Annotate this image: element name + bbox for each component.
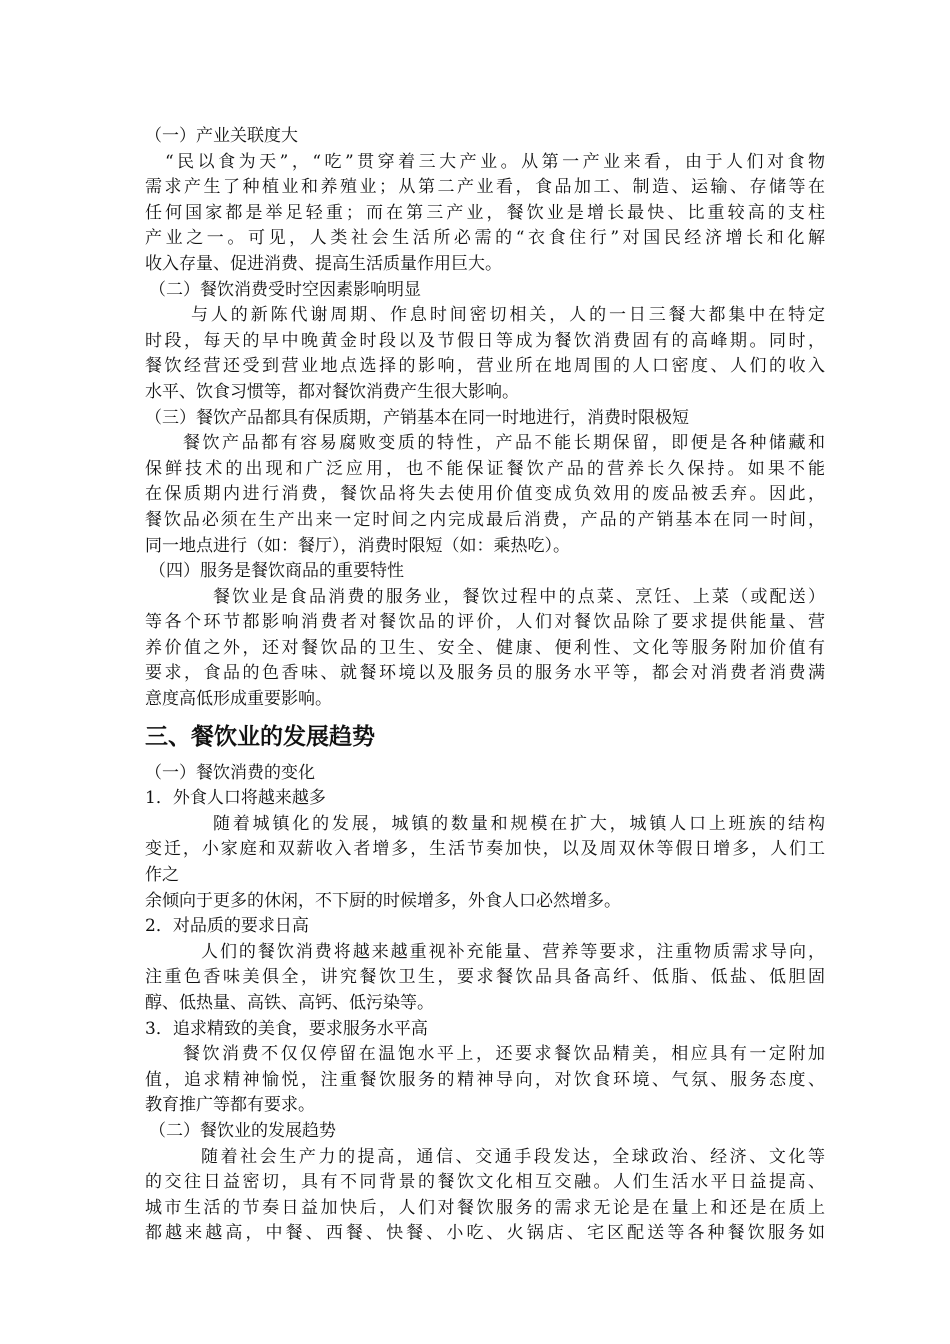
text-line: 与人的新陈代谢周期、作息时间密切相关，人的一日三餐大都集中在特定 — [191, 305, 825, 326]
text-line: 餐饮业是食品消费的服务业，餐饮过程中的点菜、烹饪、上菜（或配送） — [213, 586, 825, 607]
text-line: 3．追求精致的美食，要求服务水平高 — [145, 1018, 428, 1039]
text-line: 意度高低形成重要影响。 — [145, 689, 332, 710]
text-line: 餐饮品必须在生产出来一定时间之内完成最后消费，产品的产销基本在同一时间， — [145, 509, 825, 530]
text-line: 要求，食品的色香味、就餐环境以及服务员的服务水平等，都会对消费者消费满 — [145, 663, 825, 684]
text-line: 教育推广等都有要求。 — [145, 1095, 315, 1116]
text-line: “民以食为天”，“吃”贯穿着三大产业。从第一产业来看，由于人们对食物 — [165, 151, 825, 172]
text-line: 需求产生了种植业和养殖业；从第二产业看，食品加工、制造、运输、存储等在 — [145, 177, 825, 198]
text-line: 变迁，小家庭和双薪收入者增多，生活节奏加快，以及周双休等假日增多，人们工 — [145, 839, 825, 860]
text-line: 随着社会生产力的提高，通信、交通手段发达，全球政治、经济、文化等 — [201, 1146, 825, 1167]
text-line: （二）餐饮业的发展趋势 — [149, 1120, 336, 1141]
text-line: 都越来越高，中餐、西餐、快餐、小吃、火锅店、宅区配送等各种餐饮服务如 — [145, 1223, 825, 1244]
text-line: 收入存量、促进消费、提高生活质量作用巨大。 — [145, 253, 502, 274]
text-line: 餐饮经营还受到营业地点选择的影响，营业所在地周围的人口密度、人们的收入 — [145, 356, 825, 377]
text-line: （二）餐饮消费受时空因素影响明显 — [149, 279, 421, 300]
text-line: 注重色香味美俱全，讲究餐饮卫生，要求餐饮品具备高纤、低脂、低盐、低胆固 — [145, 967, 825, 988]
text-line: 等各个环节都影响消费者对餐饮品的评价，人们对餐饮品除了要求提供能量、营 — [145, 612, 825, 633]
text-line: 余倾向于更多的休闲，不下厨的时候增多，外食人口必然增多。 — [145, 890, 621, 911]
text-line: （三）餐饮产品都具有保质期，产销基本在同一时地进行，消费时限极短 — [145, 407, 689, 428]
text-line: 同一地点进行（如：餐厅），消费时限短（如：乘热吃）。 — [145, 535, 570, 556]
text-line: 的交往日益密切，具有不同背景的餐饮文化相互交融。人们生活水平日益提高、 — [145, 1172, 825, 1193]
text-line: 餐饮产品都有容易腐败变质的特性，产品不能长期保留，即便是各种储藏和 — [183, 433, 825, 454]
text-line: 养价值之外，还对餐饮品的卫生、安全、健康、便利性、文化等服务附加价值有 — [145, 637, 825, 658]
text-line: 产业之一。可见，人类社会生活所必需的“衣食住行”对国民经济增长和化解 — [145, 228, 825, 249]
text-line: 醇、低热量、高铁、高钙、低污染等。 — [145, 993, 434, 1013]
text-line: 任何国家都是举足轻重；而在第三产业，餐饮业是增长最快、比重较高的支柱 — [145, 202, 825, 223]
text-line: 时段，每天的早中晚黄金时段以及节假日等成为餐饮消费固有的高峰期。同时， — [145, 330, 825, 351]
text-line: 在保质期内进行消费，餐饮品将失去使用价值变成负效用的废品被丢弃。因此， — [145, 484, 825, 505]
text-line: （一）餐饮消费的变化 — [145, 762, 315, 783]
text-line: 保鲜技术的出现和广泛应用，也不能保证餐饮产品的营养长久保持。如果不能 — [145, 458, 825, 479]
section-heading: 三、餐饮业的发展趋势 — [145, 723, 375, 750]
text-line: 城市生活的节奏日益加快后，人们对餐饮服务的需求无论是在量上和还是在质上 — [145, 1197, 825, 1218]
text-line: 随着城镇化的发展，城镇的数量和规模在扩大，城镇人口上班族的结构 — [213, 813, 825, 834]
text-line: 人们的餐饮消费将越来越重视补充能量、营养等要求，注重物质需求导向， — [201, 941, 825, 962]
text-line: （一）产业关联度大 — [145, 126, 298, 146]
text-line: 2．对品质的要求日高 — [145, 916, 309, 937]
text-line: （四）服务是餐饮商品的重要特性 — [149, 561, 404, 582]
text-line: 作之 — [145, 865, 179, 886]
document-page — [145, 124, 825, 1247]
text-line: 值，追求精神愉悦，注重餐饮服务的精神导向，对饮食环境、气氛、服务态度、 — [145, 1069, 825, 1090]
text-line: 水平、饮食习惯等，都对餐饮消费产生很大影响。 — [145, 381, 519, 402]
text-line: 1．外食人口将越来越多 — [145, 788, 326, 809]
text-line: 餐饮消费不仅仅停留在温饱水平上，还要求餐饮品精美，相应具有一定附加 — [183, 1044, 825, 1065]
